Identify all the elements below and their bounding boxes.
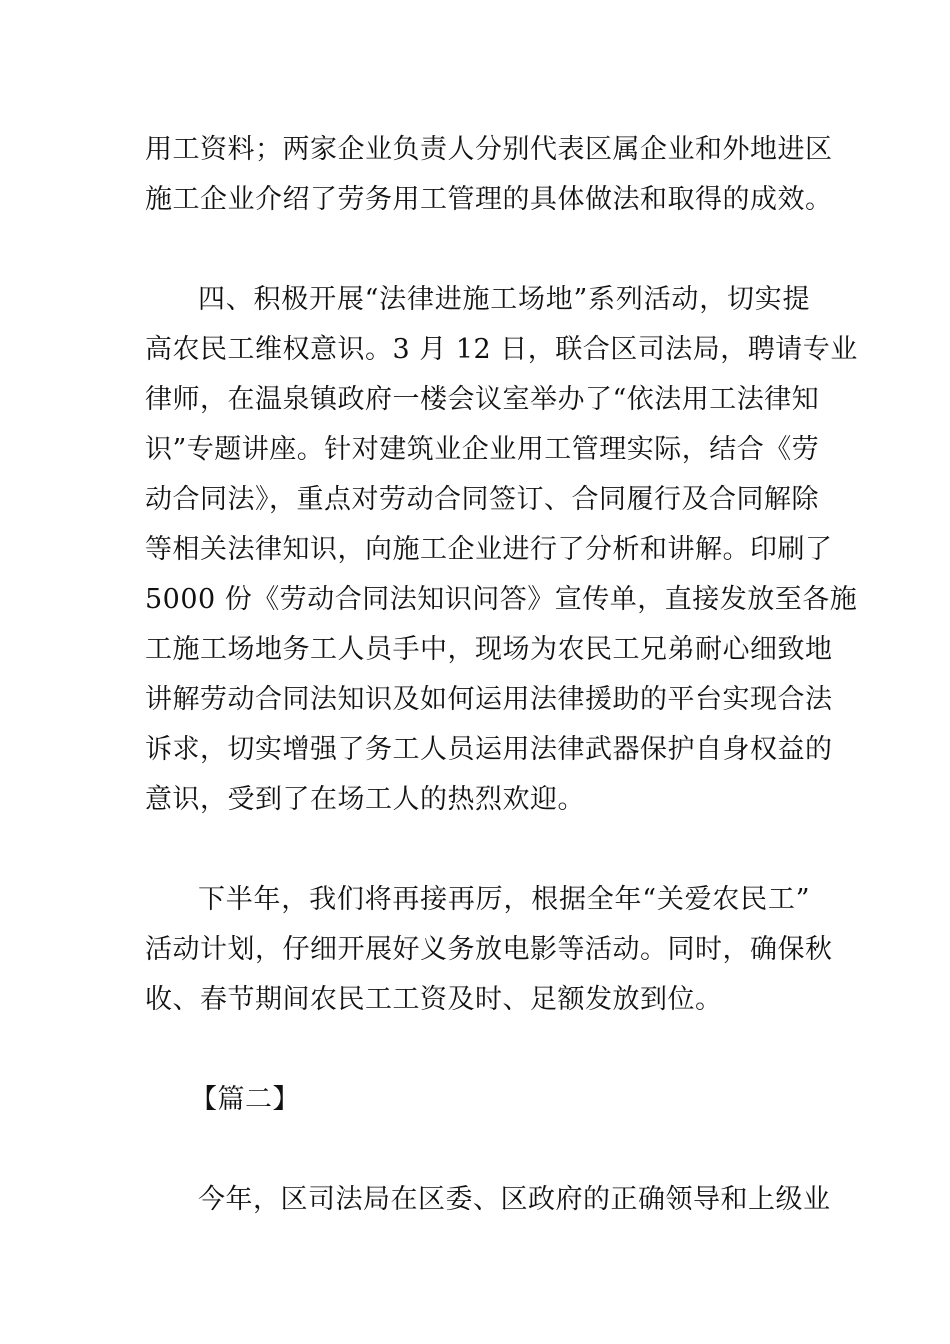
paragraph-4-line-1: 今年，区司法局在区委、区政府的正确领导和上级业 (198, 1184, 831, 1215)
section-heading: 【篇二】 (190, 1084, 300, 1115)
paragraph-3-line-2: 活动计划，仔细开展好义务放电影等活动。同时，确保秋 (145, 934, 833, 965)
paragraph-2-line-4: 识”专题讲座。针对建筑业企业用工管理实际，结合《劳 (145, 434, 820, 465)
paragraph-2-line-10: 诉求，切实增强了务工人员运用法律武器保护自身权益的 (145, 734, 833, 765)
paragraph-2-line-6: 等相关法律知识，向施工企业进行了分析和讲解。印刷了 (145, 534, 833, 565)
paragraph-2-line-5: 动合同法》，重点对劳动合同签订、合同履行及合同解除 (145, 484, 819, 515)
paragraph-2-line-11: 意识，受到了在场工人的热烈欢迎。 (145, 784, 585, 815)
paragraph-3-line-1: 下半年，我们将再接再厉，根据全年“关爱农民工” (198, 884, 810, 915)
paragraph-2-line-8: 工施工场地务工人员手中，现场为农民工兄弟耐心细致地 (145, 634, 833, 665)
paragraph-2-line-3: 律师，在温泉镇政府一楼会议室举办了“依法用工法律知 (145, 384, 820, 415)
paragraph-2-line-9: 讲解劳动合同法知识及如何运用法律援助的平台实现合法 (145, 684, 833, 715)
paragraph-1-line-2: 施工企业介绍了劳务用工管理的具体做法和取得的成效。 (145, 184, 833, 215)
paragraph-2-line-7: 5000 份《劳动合同法知识问答》宣传单，直接发放至各施 (145, 584, 858, 615)
paragraph-3-line-3: 收、春节期间农民工工资及时、足额发放到位。 (145, 984, 723, 1015)
paragraph-2-line-2: 高农民工维权意识。3 月 12 日，联合区司法局，聘请专业 (145, 334, 858, 365)
paragraph-2-line-1: 四、积极开展“法律进施工场地”系列活动，切实提 (198, 284, 810, 315)
paragraph-1-line-1: 用工资料；两家企业负责人分别代表区属企业和外地进区 (145, 134, 833, 165)
